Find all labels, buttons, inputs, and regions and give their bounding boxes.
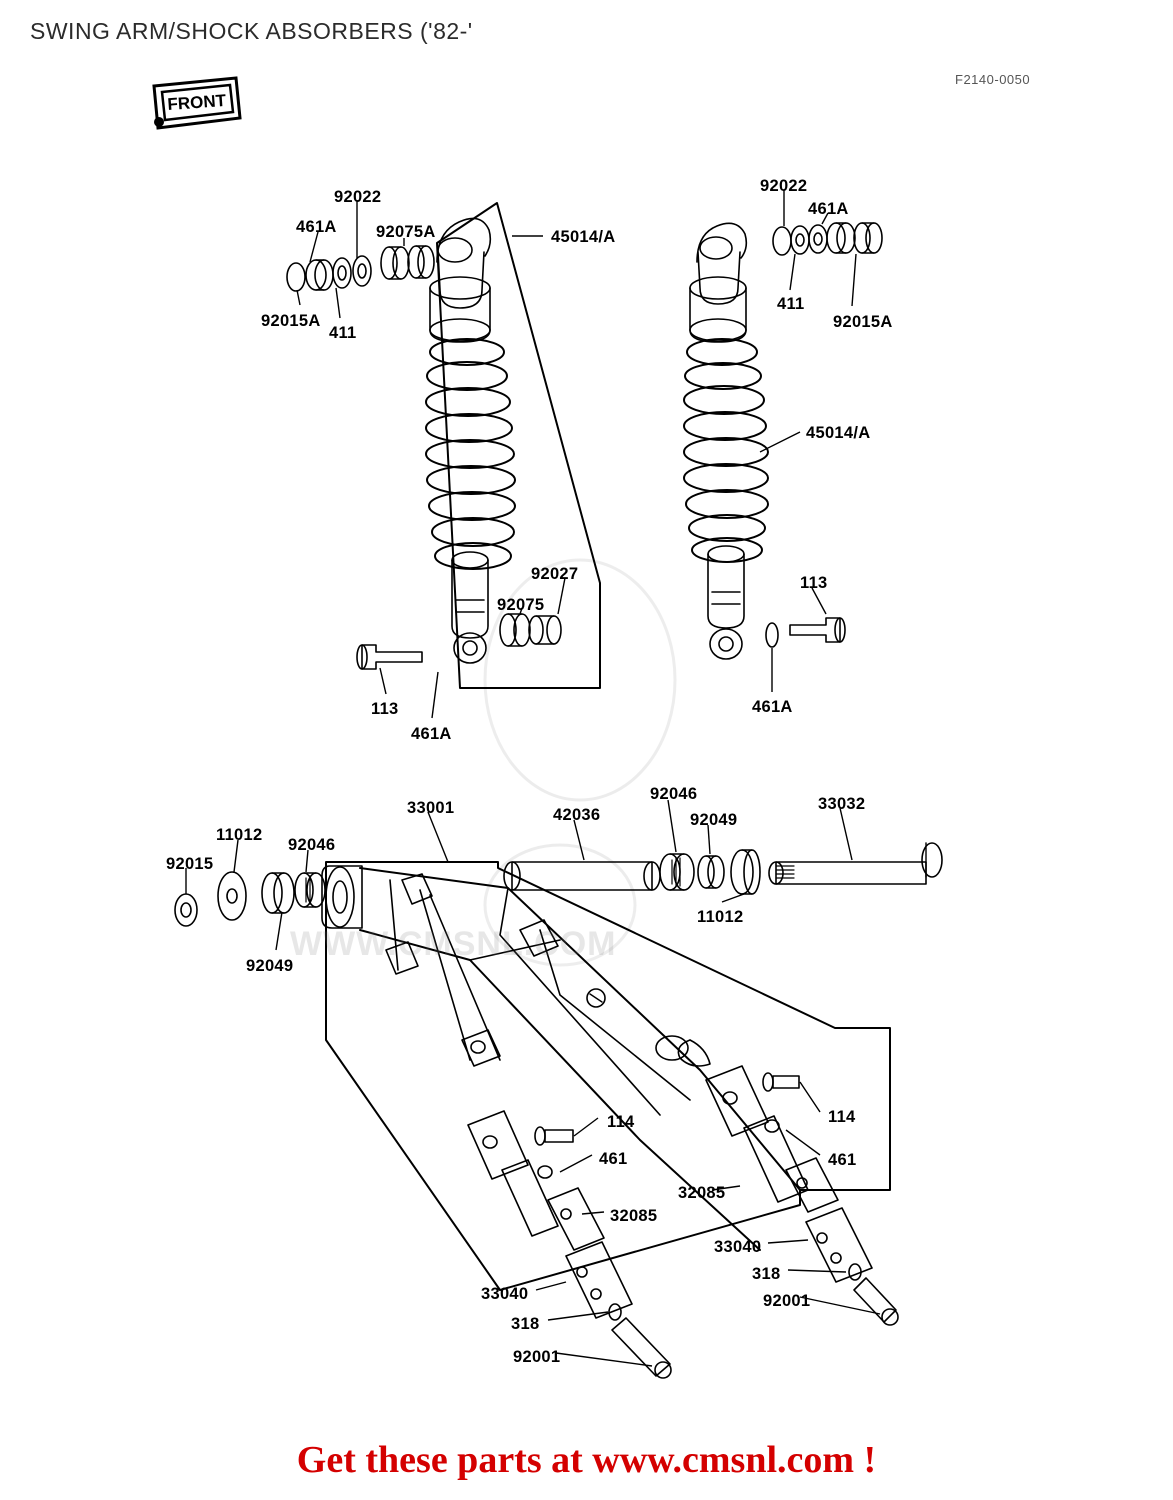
part-number-label: 92027	[531, 565, 579, 583]
document-code: F2140-0050	[955, 72, 1031, 87]
part-number-label: 92015	[166, 855, 214, 873]
part-number-label: 411	[329, 324, 357, 342]
part-number-label: 92001	[513, 1348, 561, 1366]
part-number-label: 33001	[407, 799, 455, 817]
part-number-label: 11012	[216, 826, 263, 844]
part-number-label: 461A	[411, 725, 452, 743]
part-number-label: 114	[607, 1113, 635, 1131]
part-number-label: 92015A	[261, 312, 321, 330]
part-number-label: 92015A	[833, 313, 893, 331]
part-number-label: 92022	[334, 188, 382, 206]
part-number-label: 461	[828, 1151, 857, 1169]
part-number-label: 92075A	[376, 223, 436, 241]
part-number-label: 113	[371, 700, 399, 718]
part-number-label: 33040	[481, 1285, 529, 1303]
part-number-label: 461A	[808, 200, 849, 218]
watermark-url: WWW.CMSNL.COM	[290, 925, 617, 963]
part-number-label: 461A	[296, 218, 337, 236]
page-title: SWING ARM/SHOCK ABSORBERS ('82-'	[30, 18, 473, 44]
svg-text:FRONT: FRONT	[166, 90, 227, 115]
part-number-label: 32085	[678, 1184, 726, 1202]
part-number-label: 318	[511, 1315, 540, 1333]
part-number-label: 45014/A	[551, 228, 616, 246]
part-number-label: 92049	[246, 957, 294, 975]
part-number-label: 45014/A	[806, 424, 871, 442]
part-number-label: 113	[800, 574, 828, 592]
part-number-label: 461	[599, 1150, 628, 1168]
footer-cta: Get these parts at www.cmsnl.com !	[296, 1439, 877, 1481]
part-number-label: 92046	[288, 836, 336, 854]
part-number-label: 114	[828, 1108, 856, 1126]
part-number-label: 318	[752, 1265, 781, 1283]
part-number-label: 42036	[553, 806, 601, 824]
part-number-label: 32085	[610, 1207, 658, 1225]
part-number-label: 411	[777, 295, 805, 313]
part-number-label: 92001	[763, 1292, 811, 1310]
part-number-label: 11012	[697, 908, 744, 926]
part-number-label: 92046	[650, 785, 698, 803]
part-number-label: 461A	[752, 698, 793, 716]
part-number-label: 92022	[760, 177, 808, 195]
part-number-label: 92075	[497, 596, 545, 614]
part-number-label: 33040	[714, 1238, 762, 1256]
part-number-label: 92049	[690, 811, 738, 829]
part-number-label: 33032	[818, 795, 866, 813]
